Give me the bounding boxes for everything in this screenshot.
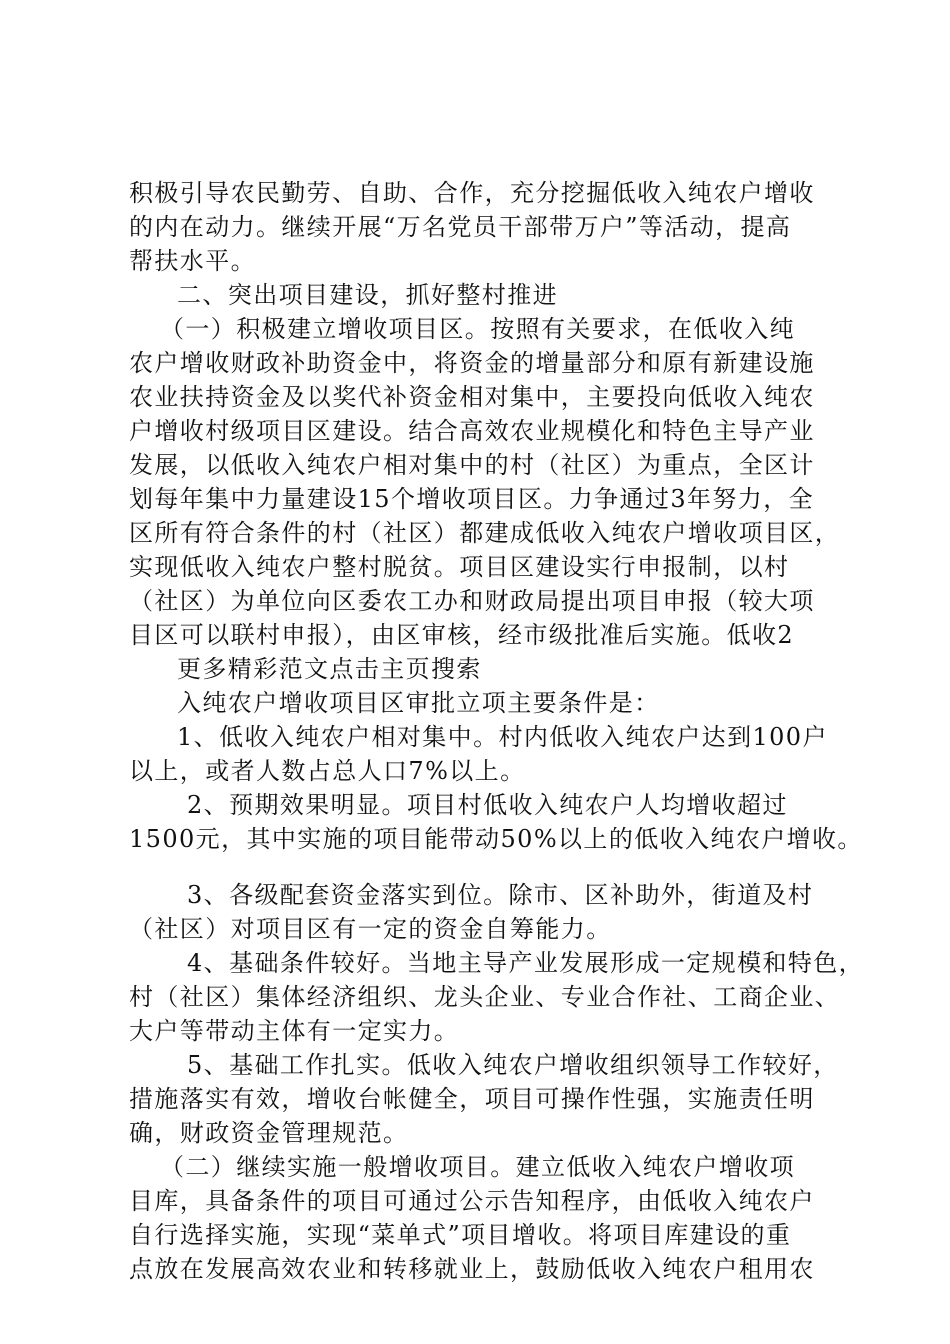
promo-text: 更多精彩范文点击主页搜索 <box>177 655 482 683</box>
list-item: 4、基础条件较好。当地主导产业发展形成一定规模和特色， <box>187 949 865 977</box>
text-line: 确，财政资金管理规范。 <box>129 1119 409 1147</box>
text-line: 户增收村级项目区建设。结合高效农业规模化和特色主导产业 <box>129 417 815 445</box>
list-item: 3、各级配套资金落实到位。除市、区补助外，街道及村 <box>187 881 814 909</box>
text-line: 措施落实有效，增收台帐健全，项目可操作性强，实施责任明 <box>129 1085 815 1113</box>
text-line: 积极引导农民勤劳、自助、合作，充分挖掘低收入纯农户增收 <box>129 179 815 207</box>
text-line: 农户增收财政补助资金中，将资金的增量部分和原有新建设施 <box>129 349 815 377</box>
list-item: 1、低收入纯农户相对集中。村内低收入纯农户达到100户 <box>177 723 828 751</box>
text-line: 入纯农户增收项目区审批立项主要条件是： <box>177 689 660 717</box>
section-heading: 二、突出项目建设，抓好整村推进 <box>177 281 558 309</box>
text-line: （二）继续实施一般增收项目。建立低收入纯农户增收项 <box>160 1153 795 1181</box>
text-line: 村（社区）集体经济组织、龙头企业、专业合作社、工商企业、 <box>129 983 841 1011</box>
text-line: 农业扶持资金及以奖代补资金相对集中，主要投向低收入纯农 <box>129 383 815 411</box>
text-line: （一）积极建立增收项目区。按照有关要求，在低收入纯 <box>160 315 795 343</box>
text-line: 帮扶水平。 <box>129 247 256 275</box>
text-line: 目库，具备条件的项目可通过公示告知程序，由低收入纯农户 <box>129 1187 815 1215</box>
text-line: 自行选择实施，实现“菜单式”项目增收。将项目库建设的重 <box>129 1221 792 1249</box>
text-line: （社区）对项目区有一定的资金自筹能力。 <box>129 915 612 943</box>
text-line: 以上，或者人数占总人口7%以上。 <box>129 757 526 785</box>
text-line: 点放在发展高效农业和转移就业上，鼓励低收入纯农户租用农 <box>129 1255 815 1283</box>
text-line: 1500元，其中实施的项目能带动50%以上的低收入纯农户增收。 <box>129 825 863 853</box>
text-line: 发展，以低收入纯农户相对集中的村（社区）为重点，全区计 <box>129 451 815 479</box>
text-line: 的内在动力。继续开展“万名党员干部带万户”等活动，提高 <box>129 213 792 241</box>
text-line: 目区可以联村申报），由区审核，经市级批准后实施。低收2 <box>129 621 795 649</box>
list-item: 5、基础工作扎实。低收入纯农户增收组织领导工作较好， <box>187 1051 839 1079</box>
text-line: 实现低收入纯农户整村脱贫。项目区建设实行申报制，以村 <box>129 553 790 581</box>
text-line: 划每年集中力量建设15个增收项目区。力争通过3年努力，全 <box>129 485 815 513</box>
text-line: 区所有符合条件的村（社区）都建成低收入纯农户增收项目区， <box>129 519 841 547</box>
list-item: 2、预期效果明显。项目村低收入纯农户人均增收超过 <box>187 791 788 819</box>
text-line: 大户等带动主体有一定实力。 <box>129 1017 460 1045</box>
text-line: （社区）为单位向区委农工办和财政局提出项目申报（较大项 <box>129 587 815 615</box>
